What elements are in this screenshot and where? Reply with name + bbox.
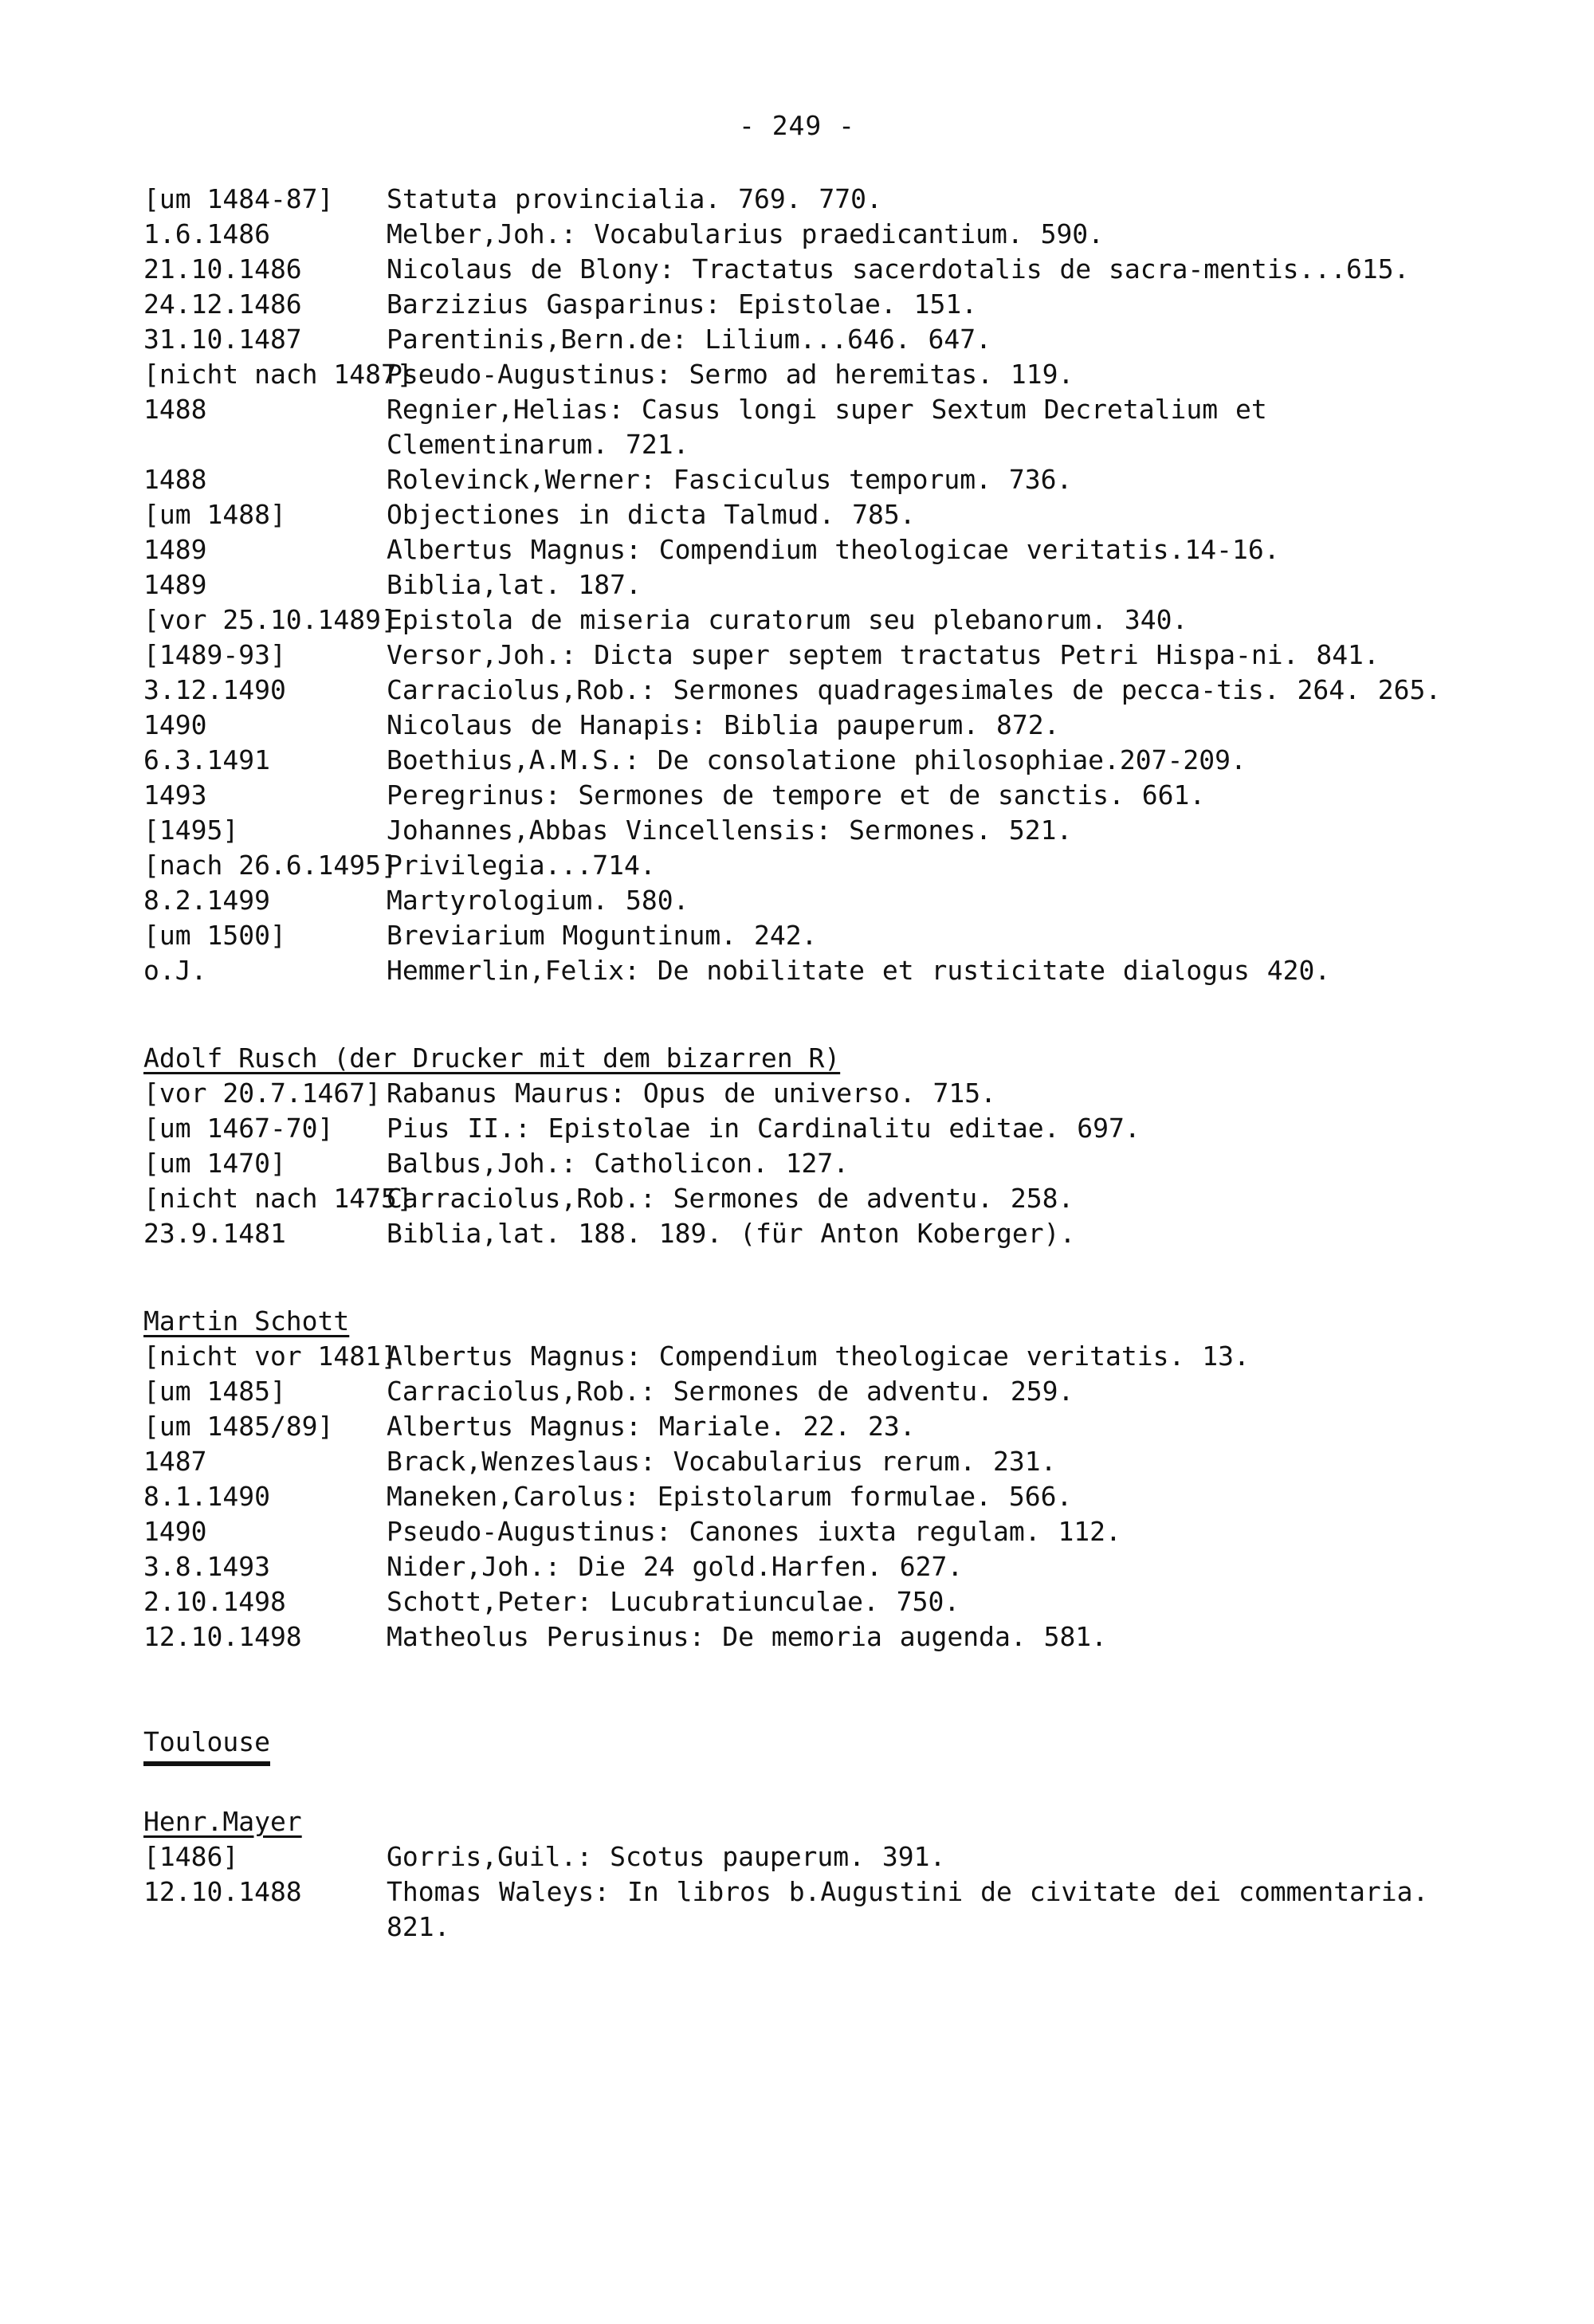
- entry-text: Carraciolus,Rob.: Sermones de adventu. 258.: [387, 1183, 1074, 1214]
- entry-date: [um 1484-87]: [143, 183, 334, 214]
- entry-text: Matheolus Perusinus: De memoria augenda. 581.: [387, 1621, 1108, 1652]
- catalog-entry: [143, 1479, 1451, 1514]
- entry-date: 1488: [143, 464, 207, 495]
- entry-date: 12.10.1488: [143, 1876, 302, 1907]
- catalog-entry: [143, 778, 1451, 813]
- entry-date: 8.2.1499: [143, 885, 270, 916]
- printer-heading: Martin Schott: [143, 1305, 350, 1337]
- catalog-entry: [143, 1339, 1451, 1374]
- entry-date: 8.1.1490: [143, 1481, 270, 1512]
- entry-date: [1495]: [143, 815, 239, 846]
- page-number: - 249 -: [738, 110, 856, 141]
- entry-text: Albertus Magnus: Compendium theologicae veritatis.14-16.: [387, 534, 1280, 565]
- entry-date: [nicht vor 1481]: [143, 1341, 397, 1372]
- entry-date: 3.12.1490: [143, 674, 286, 705]
- catalog-entry: [143, 182, 1451, 217]
- entry-text: Balbus,Joh.: Catholicon. 127.: [387, 1148, 850, 1179]
- rusch-section: [143, 1041, 1451, 1251]
- catalog-entry: [143, 392, 1451, 462]
- entry-text: Regnier,Helias: Casus longi super Sextum Decretalium et Clementinarum. 721.: [387, 394, 1267, 460]
- entry-text: Martyrologium. 580.: [387, 885, 689, 916]
- entry-date: 1489: [143, 569, 207, 600]
- entry-text: Nicolaus de Hanapis: Biblia pauperum. 872.: [387, 709, 1060, 740]
- catalog-entry: [143, 1409, 1451, 1444]
- entry-date: 1489: [143, 534, 207, 565]
- catalog-entry: [143, 1076, 1451, 1111]
- entry-date: [1489-93]: [143, 639, 286, 670]
- catalog-entry: [143, 708, 1451, 743]
- entry-text: Pseudo-Augustinus: Canones iuxta regulam. 112.: [387, 1516, 1121, 1547]
- entry-text: Boethius,A.M.S.: De consolatione philosophiae.207-209.: [387, 744, 1247, 775]
- catalog-entry: [143, 1444, 1451, 1479]
- catalog-entry: [143, 567, 1451, 603]
- entry-text: Biblia,lat. 187.: [387, 569, 642, 600]
- entry-text: Maneken,Carolus: Epistolarum formulae. 566.: [387, 1481, 1073, 1512]
- entry-date: 1488: [143, 394, 207, 425]
- catalog-content: [143, 182, 1451, 1945]
- printer-heading: Adolf Rusch (der Drucker mit dem bizarren R): [143, 1042, 841, 1074]
- entry-text: Brack,Wenzeslaus: Vocabularius rerum. 231.: [387, 1446, 1057, 1477]
- entry-text: Peregrinus: Sermones de tempore et de sanctis. 661.: [387, 779, 1206, 811]
- entry-date: [vor 25.10.1489]: [143, 604, 397, 635]
- entry-text: Parentinis,Bern.de: Lilium...646. 647.: [387, 324, 991, 355]
- catalog-entry: [143, 1584, 1451, 1619]
- entry-text: Barzizius Gasparinus: Epistolae. 151.: [387, 289, 978, 320]
- entry-text: Nicolaus de Blony: Tractatus sacerdotalis de sacra-mentis...615.: [387, 253, 1410, 285]
- entry-text: Objectiones in dicta Talmud. 785.: [387, 499, 916, 530]
- entry-text: Statuta provincialia. 769. 770.: [387, 183, 882, 214]
- catalog-entry: [143, 918, 1451, 953]
- catalog-entry: [143, 462, 1451, 497]
- entry-text: Gorris,Guil.: Scotus pauperum. 391.: [387, 1841, 946, 1872]
- catalog-entry: [143, 603, 1451, 638]
- printer-heading: Henr.Mayer: [143, 1806, 302, 1837]
- entry-date: [um 1488]: [143, 499, 286, 530]
- entry-date: 6.3.1491: [143, 744, 270, 775]
- entry-date: o.J.: [143, 955, 207, 986]
- entry-text: Carraciolus,Rob.: Sermones quadragesimales de pecca-tis. 264. 265.: [387, 674, 1442, 705]
- catalog-entry: [143, 287, 1451, 322]
- entry-text: Epistola de miseria curatorum seu plebanorum. 340.: [387, 604, 1188, 635]
- entry-date: [nicht nach 1475]: [143, 1183, 413, 1214]
- entry-date: [nach 26.6.1495]: [143, 850, 397, 881]
- toulouse-section: [143, 1725, 1451, 1945]
- catalog-entry: [143, 1181, 1451, 1216]
- catalog-entry: [143, 1549, 1451, 1584]
- catalog-entry: [143, 813, 1451, 848]
- catalog-entry: [143, 673, 1451, 708]
- catalog-entry: [143, 217, 1451, 252]
- catalog-entry: [143, 532, 1451, 567]
- catalog-entry: [143, 357, 1451, 392]
- catalog-entry: [143, 1619, 1451, 1655]
- catalog-entry: [143, 743, 1451, 778]
- entry-date: 1490: [143, 709, 207, 740]
- entry-date: 1487: [143, 1446, 207, 1477]
- entry-text: Albertus Magnus: Mariale. 22. 23.: [387, 1411, 916, 1442]
- entry-text: Versor,Joh.: Dicta super septem tractatus Petri Hispa-ni. 841.: [387, 639, 1380, 670]
- catalog-entry: [143, 883, 1451, 918]
- entry-text: Privilegia...714.: [387, 850, 656, 881]
- catalog-entry: [143, 322, 1451, 357]
- entry-text: Johannes,Abbas Vincellensis: Sermones. 521.: [387, 815, 1073, 846]
- entry-text: Pius II.: Epistolae in Cardinalitu editae. 697.: [387, 1113, 1141, 1144]
- catalog-entry: [143, 1216, 1451, 1251]
- catalog-entry: [143, 1374, 1451, 1409]
- entry-text: Rabanus Maurus: Opus de universo. 715.: [387, 1078, 996, 1109]
- entry-date: [um 1485]: [143, 1376, 286, 1407]
- catalog-entry: [143, 497, 1451, 532]
- entry-text: Carraciolus,Rob.: Sermones de adventu. 259.: [387, 1376, 1074, 1407]
- entry-date: 12.10.1498: [143, 1621, 302, 1652]
- catalog-entry: [143, 252, 1451, 287]
- entry-text: Melber,Joh.: Vocabularius praedicantium. 590.: [387, 218, 1105, 249]
- schott-section: [143, 1304, 1451, 1655]
- entry-text: Rolevinck,Werner: Fasciculus temporum. 736.: [387, 464, 1073, 495]
- entry-date: [um 1500]: [143, 920, 286, 951]
- entry-date: [1486]: [143, 1841, 239, 1872]
- catalog-entry: [143, 1146, 1451, 1181]
- catalog-entry: [143, 1111, 1451, 1146]
- entry-text: Pseudo-Augustinus: Sermo ad heremitas. 119.: [387, 359, 1074, 390]
- entry-text: Nider,Joh.: Die 24 gold.Harfen. 627.: [387, 1551, 964, 1582]
- catalog-entry: [143, 848, 1451, 883]
- catalog-entry: [143, 1514, 1451, 1549]
- city-heading: Toulouse: [143, 1725, 270, 1766]
- entry-text: Albertus Magnus: Compendium theologicae veritatis. 13.: [387, 1341, 1250, 1372]
- entry-date: 3.8.1493: [143, 1551, 270, 1582]
- entry-date: [nicht nach 1487]: [143, 359, 413, 390]
- entry-text: Hemmerlin,Felix: De nobilitate et rusticitate dialogus 420.: [387, 955, 1331, 986]
- entry-date: 2.10.1498: [143, 1586, 286, 1617]
- entry-date: 21.10.1486: [143, 253, 302, 285]
- entry-date: 1490: [143, 1516, 207, 1547]
- entry-date: [vor 20.7.1467]: [143, 1078, 382, 1109]
- entry-date: 1493: [143, 779, 207, 811]
- entry-date: [um 1470]: [143, 1148, 286, 1179]
- entry-date: 1.6.1486: [143, 218, 270, 249]
- entry-date: [um 1467-70]: [143, 1113, 334, 1144]
- entry-date: 23.9.1481: [143, 1218, 286, 1249]
- entry-text: Schott,Peter: Lucubratiunculae. 750.: [387, 1586, 960, 1617]
- catalog-entry: [143, 953, 1451, 988]
- catalog-entry: [143, 1875, 1451, 1945]
- entry-date: 24.12.1486: [143, 289, 302, 320]
- catalog-entry: [143, 1839, 1451, 1875]
- entry-text: Biblia,lat. 188. 189. (für Anton Koberger).: [387, 1218, 1076, 1249]
- catalog-entry: [143, 638, 1451, 673]
- entry-date: 31.10.1487: [143, 324, 302, 355]
- main-section: [143, 182, 1451, 988]
- entry-date: [um 1485/89]: [143, 1411, 334, 1442]
- entry-text: Breviarium Moguntinum. 242.: [387, 920, 818, 951]
- entry-text: Thomas Waleys: In libros b.Augustini de civitate dei commentaria. 821.: [387, 1876, 1429, 1942]
